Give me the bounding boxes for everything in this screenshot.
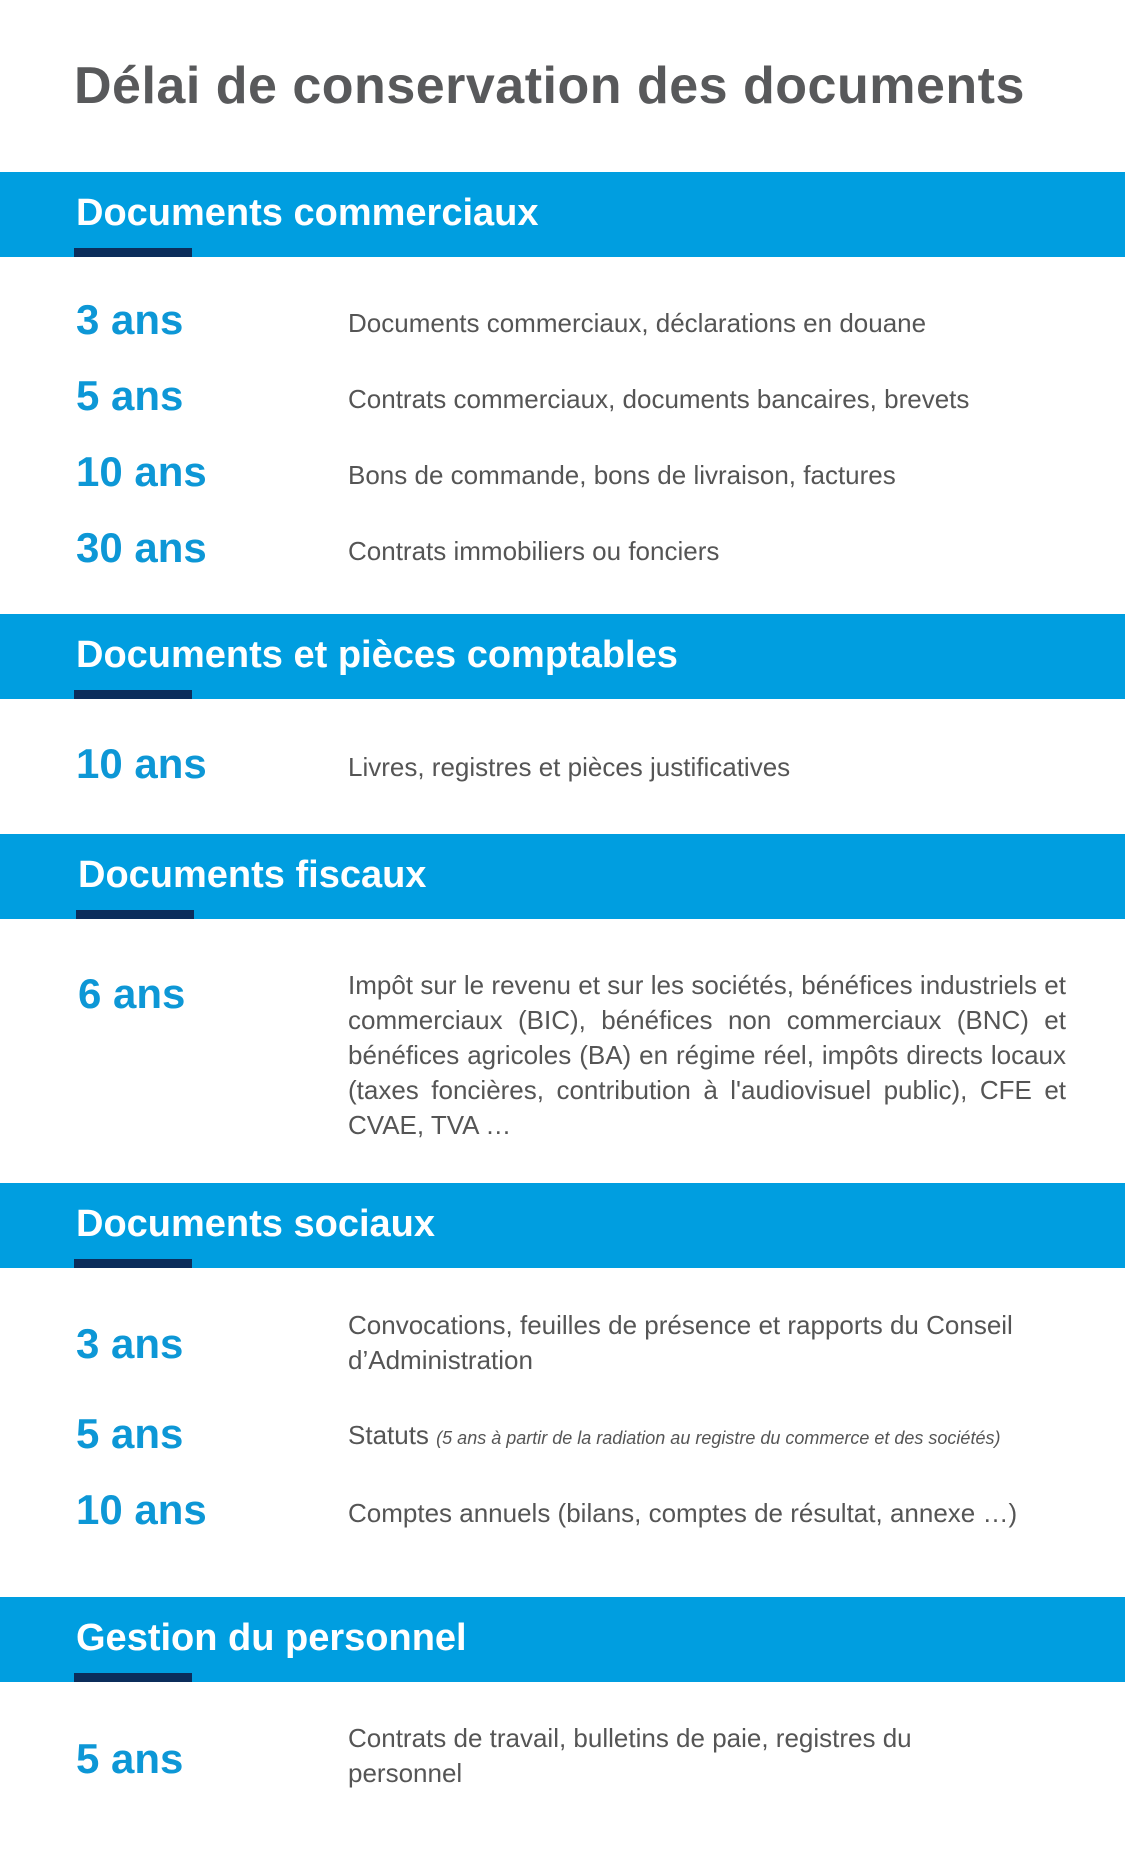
accent-bar (74, 1673, 192, 1682)
retention-description: Contrats commerciaux, documents bancaires, brevets (348, 384, 970, 414)
retention-description: Livres, registres et pièces justificatives (348, 752, 791, 782)
retention-years: 3 ans (76, 296, 184, 343)
retention-years: 3 ans (76, 1320, 184, 1367)
section-title: Documents fiscaux (78, 854, 427, 896)
section-title: Documents commerciaux (76, 192, 539, 234)
retention-note: (5 ans à partir de la radiation au registre du commerce et des sociétés) (436, 1428, 1001, 1448)
section-header-personnel (0, 1597, 1125, 1682)
retention-description: Impôt sur le revenu et sur les sociétés, bénéfices industriels et commerciaux (BIC), bénéfices non commerciaux (BNC) et bénéfices agricoles (BA) en régime réel, impôts directs locaux (taxes foncières, contribution à l'audiovisuel public), CFE et CVAE, TVA … (348, 970, 1066, 1140)
section-header-commerciaux (0, 172, 1125, 257)
retention-years: 5 ans (76, 1735, 184, 1782)
accent-bar (74, 690, 192, 699)
retention-description: Documents commerciaux, déclarations en douane (348, 308, 927, 338)
retention-years: 5 ans (76, 1410, 184, 1457)
section-title: Documents sociaux (76, 1203, 435, 1245)
accent-bar (76, 910, 194, 919)
retention-years: 10 ans (76, 1486, 207, 1533)
page-title: Délai de conservation des documents (74, 57, 1025, 115)
retention-description (348, 1418, 1068, 1456)
retention-description: Contrats immobiliers ou fonciers (348, 536, 720, 566)
retention-years: 10 ans (76, 740, 207, 787)
retention-years: 6 ans (78, 970, 186, 1017)
accent-bar (74, 248, 192, 257)
section-title: Gestion du personnel (76, 1617, 467, 1659)
section-title: Documents et pièces comptables (76, 634, 678, 676)
section-header-sociaux (0, 1183, 1125, 1268)
retention-description: Bons de commande, bons de livraison, factures (348, 460, 896, 490)
retention-description-main: Statuts (348, 1420, 429, 1450)
retention-years: 5 ans (76, 372, 184, 419)
retention-description: Contrats de travail, bulletins de paie, registres du personnel (348, 1723, 912, 1788)
retention-years: 10 ans (76, 448, 207, 495)
section-header-fiscaux (0, 834, 1125, 919)
retention-description: Comptes annuels (bilans, comptes de résultat, annexe …) (348, 1498, 1018, 1528)
accent-bar (74, 1259, 192, 1268)
retention-years: 30 ans (76, 524, 207, 571)
retention-description: Convocations, feuilles de présence et rapports du Conseil d’Administration (348, 1310, 1013, 1375)
section-header-comptables (0, 614, 1125, 699)
